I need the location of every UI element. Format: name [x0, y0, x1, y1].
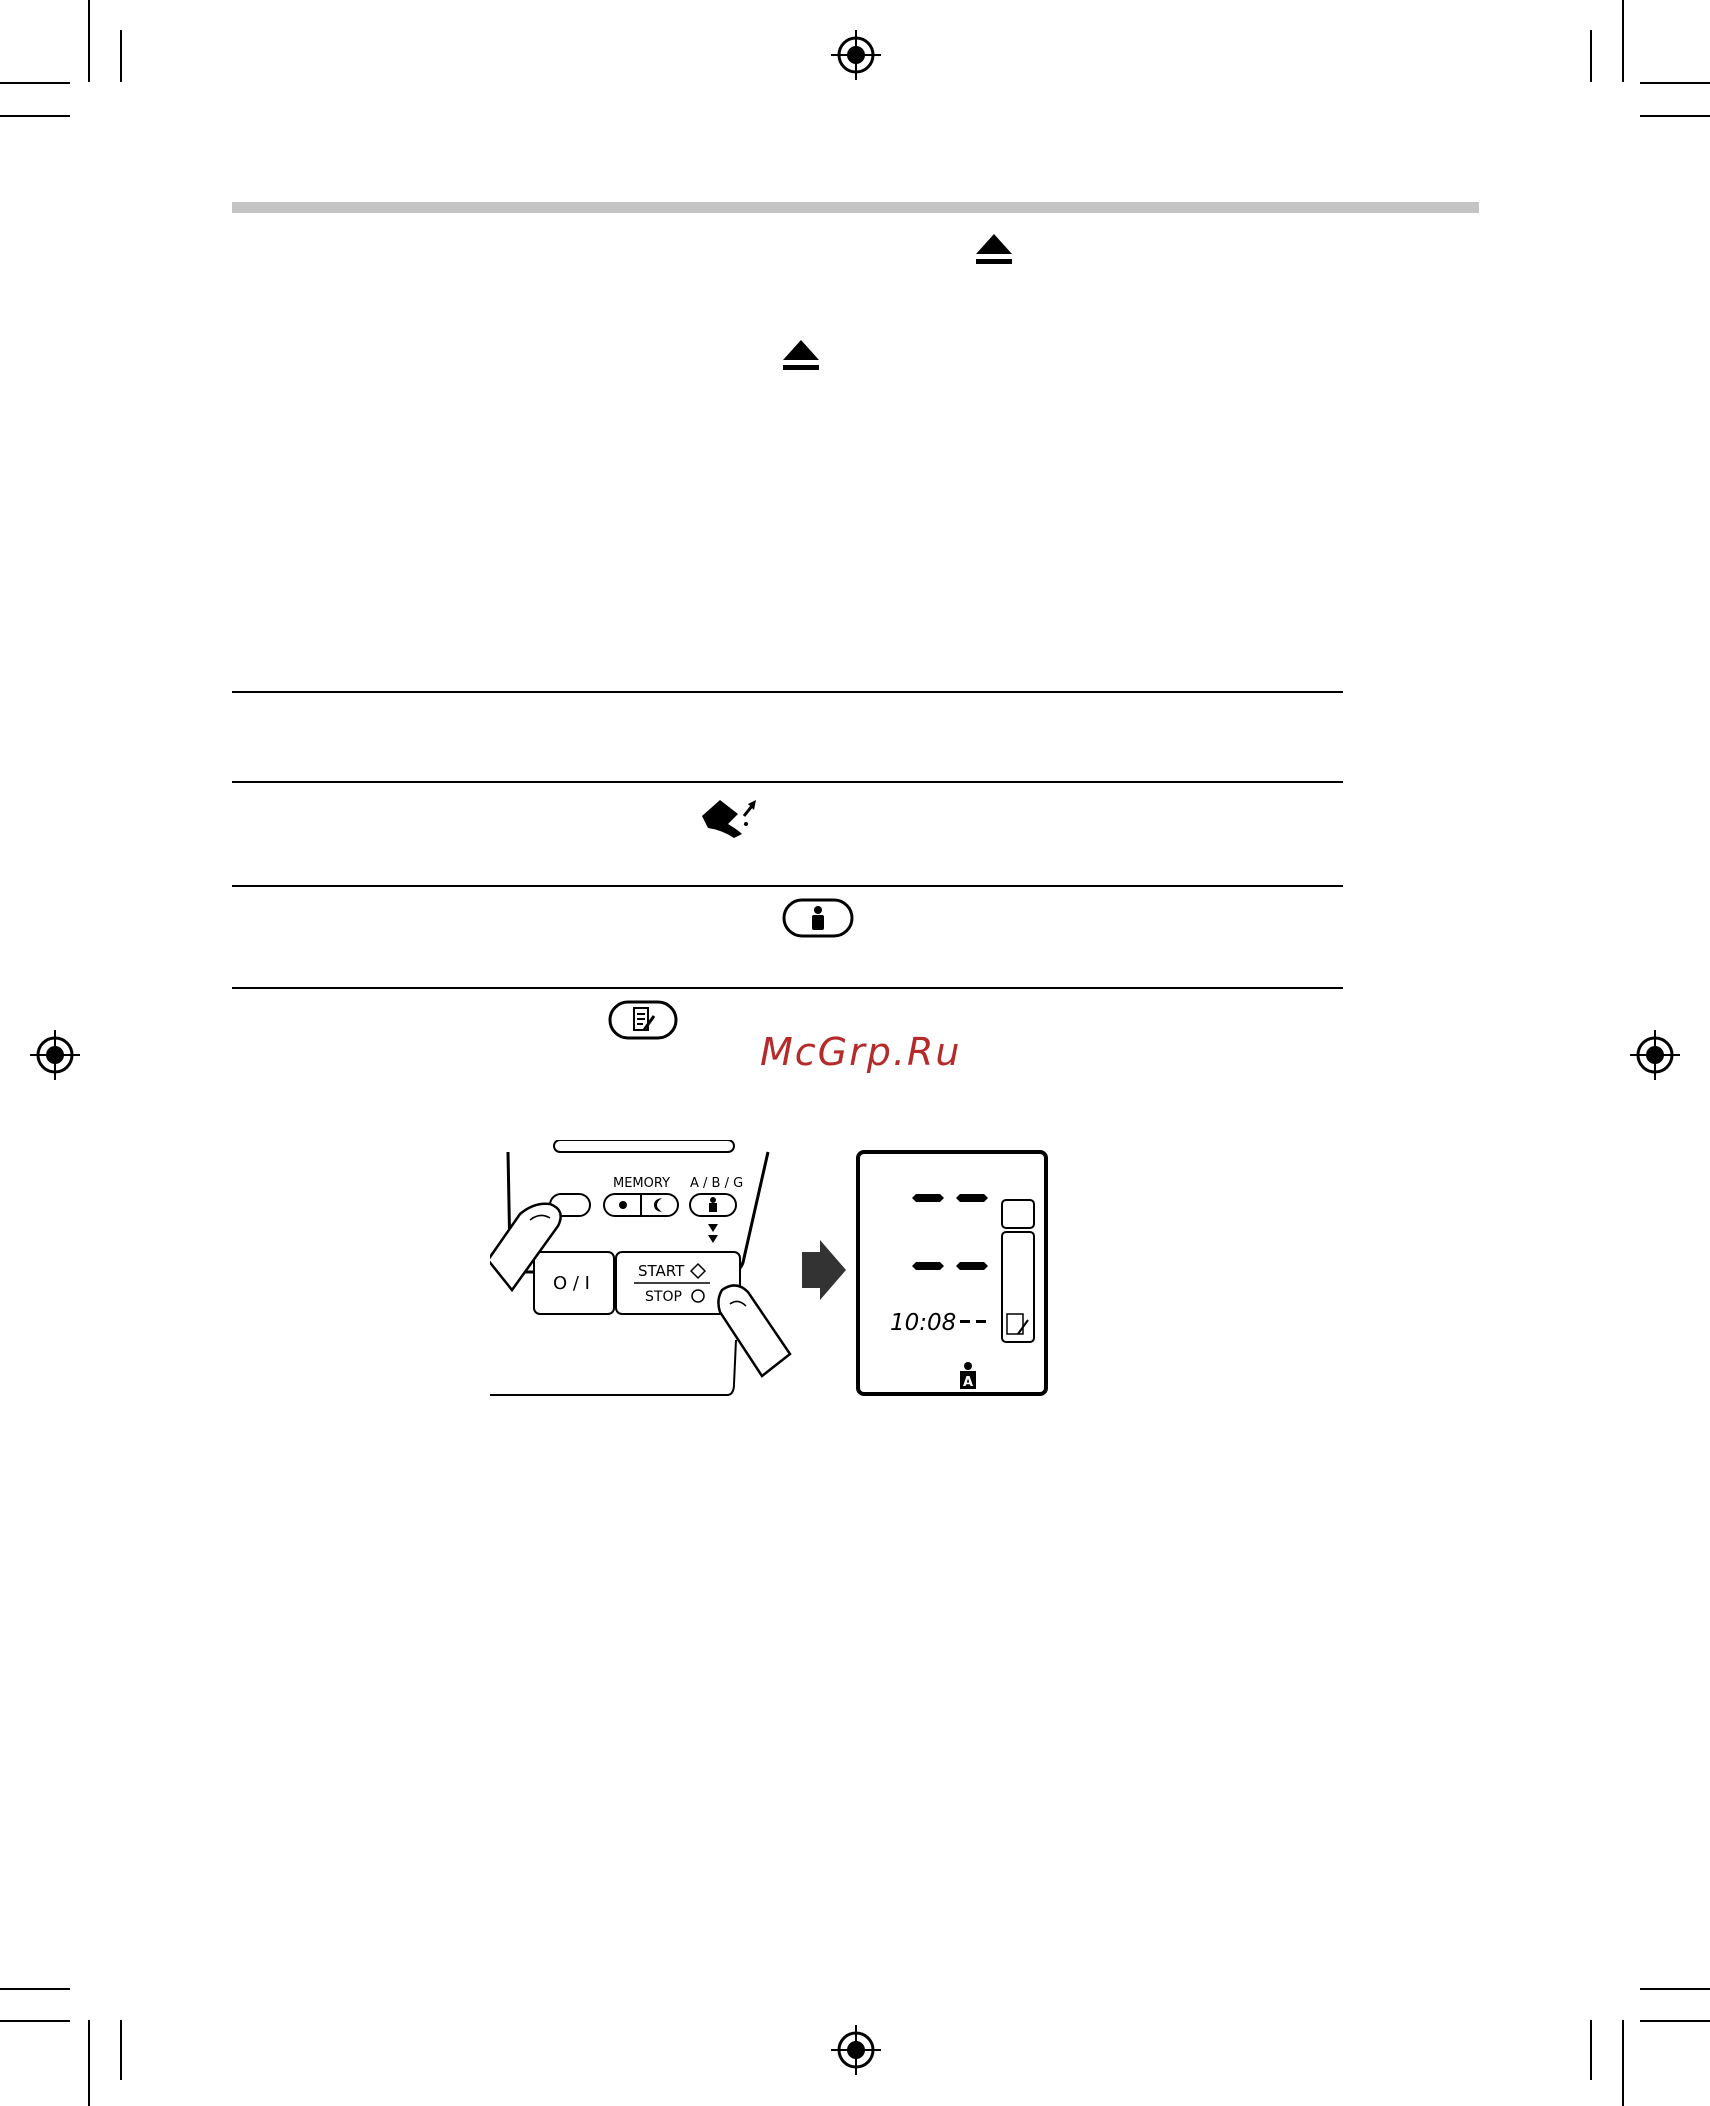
- table-rule: [232, 781, 1343, 783]
- right-arrow-icon: [802, 1240, 846, 1300]
- memory-label: MEMORY: [613, 1176, 671, 1191]
- registration-crosshair-icon: [1630, 1030, 1680, 1080]
- memo-button-icon: [608, 1000, 678, 1040]
- start-label: START: [638, 1262, 685, 1280]
- lcd-time: 10:08: [890, 1310, 957, 1336]
- registration-crosshair-icon: [831, 30, 881, 80]
- finger-right: [718, 1285, 790, 1376]
- body-movement-icon: [698, 794, 760, 840]
- eject-icon: [781, 338, 821, 372]
- watermark: McGrp.Ru: [760, 1030, 962, 1074]
- user-select-label: A / B / G: [690, 1176, 744, 1191]
- panel-illustration: [490, 1140, 1050, 1410]
- section-header-rule: [232, 202, 1479, 213]
- eject-icon: [974, 232, 1014, 266]
- registration-crosshair-icon: [831, 2025, 881, 2075]
- user-select-button-icon: [782, 898, 854, 938]
- table-rule: [232, 691, 1343, 693]
- stop-label: STOP: [645, 1289, 682, 1305]
- lcd-user-letter: A: [963, 1375, 974, 1390]
- sun-icon: [619, 1201, 627, 1209]
- table-rule: [232, 987, 1343, 989]
- power-label: O / I: [553, 1273, 590, 1294]
- table-rule: [232, 885, 1343, 887]
- registration-crosshair-icon: [30, 1030, 80, 1080]
